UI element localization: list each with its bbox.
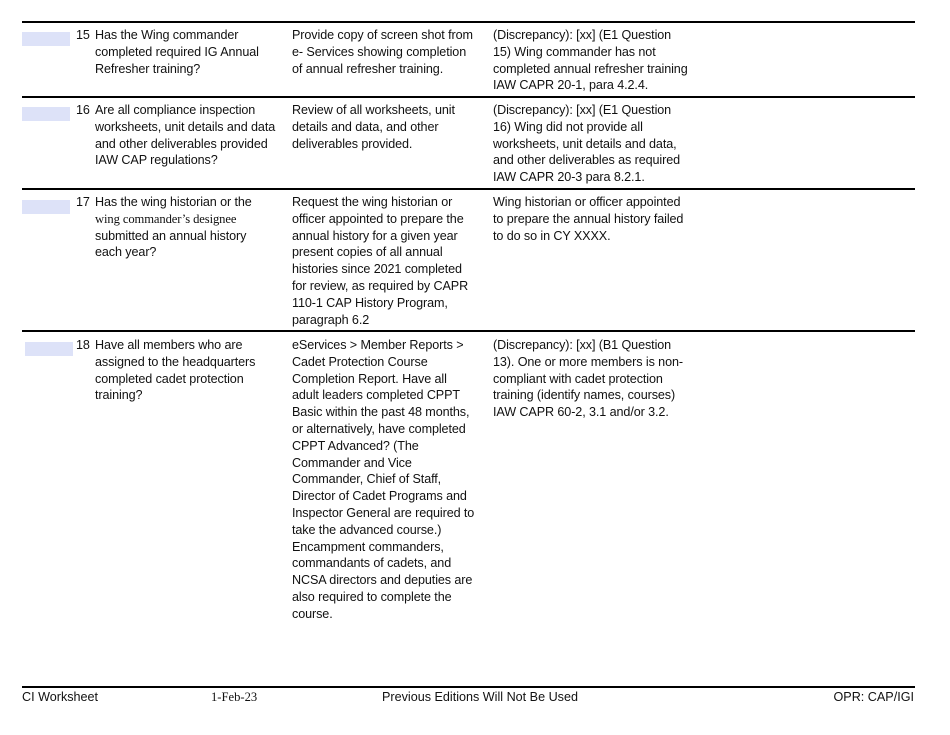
discrepancy-text: (Discrepancy): [xx] (E1 Question 15) Wing commander has not completed annual refresher training IAW CAPR 20-1, para 4.2.4. [493, 28, 688, 93]
worksheet-row-15 [22, 21, 915, 98]
procedure-text: Provide copy of screen shot from e- Services showing completion of annual refresher training. [292, 28, 473, 76]
row-shade-marker [22, 32, 70, 46]
question-number: 15 [76, 28, 90, 42]
row-shade-marker [22, 107, 70, 121]
question-text: Are all compliance inspection worksheets, unit details and data and other deliverables provided IAW CAP regulations? [95, 103, 276, 168]
footer-date: 1-Feb-23 [211, 690, 258, 704]
question-text: Have all members who are assigned to the headquarters completed cadet protection training? [95, 338, 256, 403]
discrepancy-text: (Discrepancy): [xx] (B1 Question 13). One or more members is non- compliant with cadet protection training (identify names, courses) IAW CAPR 60-2, 3.1 and/or 3.2. [493, 338, 683, 420]
discrepancy-text: Wing historian or officer appointed to prepare the annual history failed to do so in CY XXXX. [493, 195, 684, 243]
row-shade-marker [22, 200, 70, 214]
worksheet-row-16 [22, 96, 915, 190]
worksheet-row-17 [22, 188, 915, 332]
question-text-rest: submitted an annual history each year? [95, 228, 247, 260]
procedure-text: eServices > Member Reports > Cadet Protection Course Completion Report. Have all adult leaders completed CPPT Basic within the past 48 months, or alternatively, have completed CPPT Advanced? (The Commander and Vice Commander, Chief of Staff, Director of Cadet Programs and Inspector General are required to take the advanced course.) Encampment commanders, commandants of cadets, and NCSA directors and deputies are also required to complete the course. [292, 338, 475, 621]
procedure-text: Review of all worksheets, unit details and data, and other deliverables provided. [292, 103, 455, 151]
procedure-text: Request the wing historian or officer appointed to prepare the annual history for a given year present copies of all annual histories since 2021 completed for review, as required by CAPR 110-1 CAP History Program, paragraph 6.2 [292, 195, 469, 327]
question-text-line: Has the wing historian or the [95, 195, 252, 209]
footer-rule [22, 686, 915, 688]
worksheet-row-18 [22, 330, 915, 632]
question-number: 17 [76, 195, 90, 209]
row-shade-marker [25, 342, 73, 356]
discrepancy-text: (Discrepancy): [xx] (E1 Question 16) Wing did not provide all worksheets, unit details and data, and other deliverables as required IAW CAPR 20-3 para 8.2.1. [493, 103, 681, 185]
question-text: Has the Wing commander completed required IG Annual Refresher training? [95, 28, 259, 76]
question-text-line: wing commander’s designee [95, 211, 237, 226]
footer-notice: Previous Editions Will Not Be Used [382, 690, 578, 704]
question-text [95, 194, 290, 261]
question-number: 16 [76, 103, 90, 117]
question-number: 18 [76, 338, 90, 352]
footer-opr: OPR: CAP/IGI [833, 690, 914, 704]
footer-form-name: CI Worksheet [22, 690, 99, 704]
